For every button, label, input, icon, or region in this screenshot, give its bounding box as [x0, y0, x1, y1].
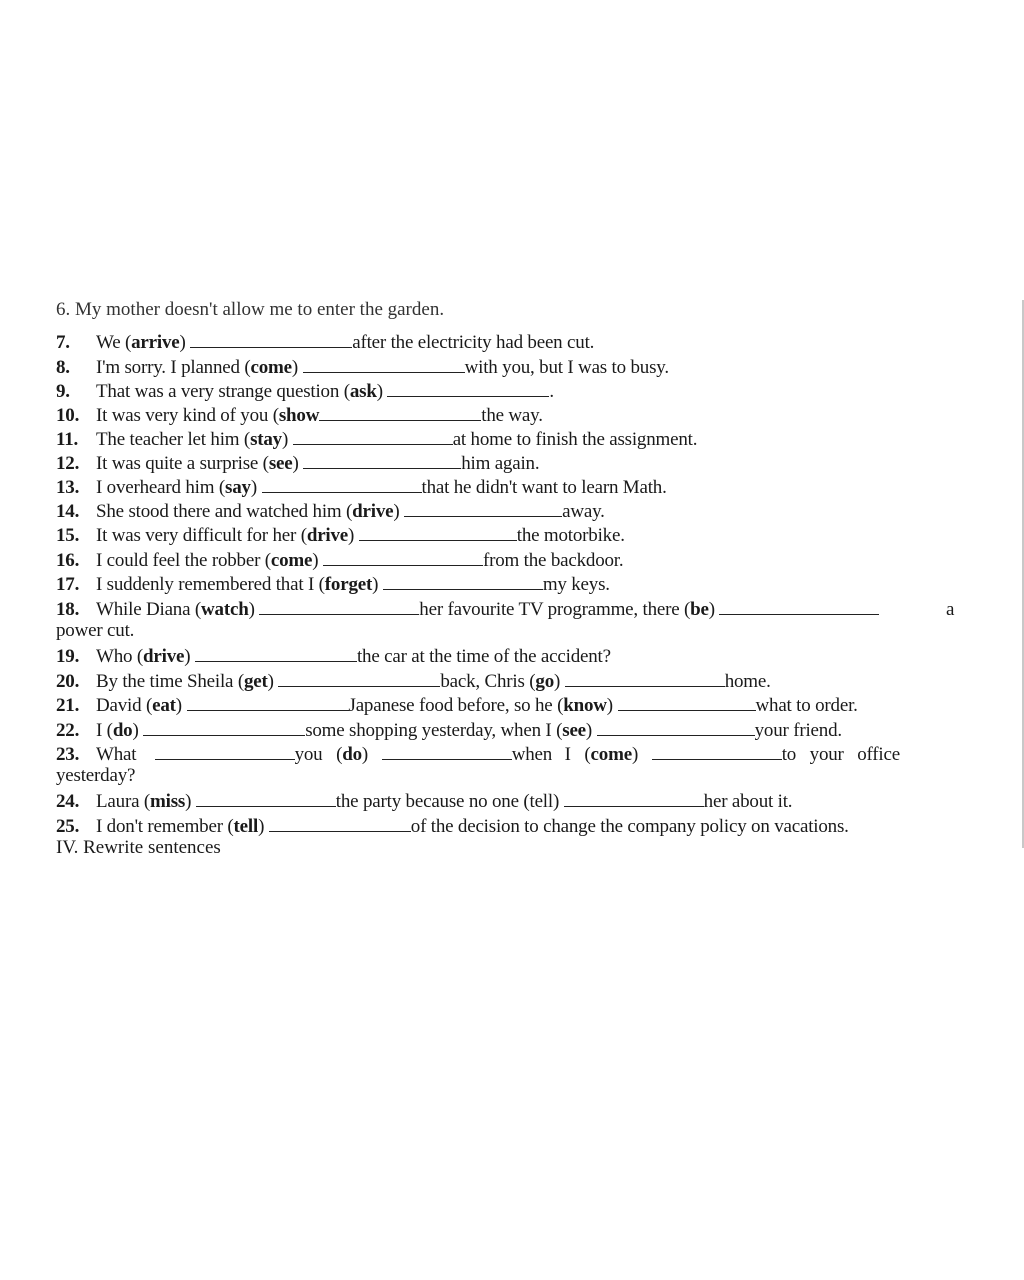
- item-number: 24.: [56, 791, 80, 812]
- item-text: ): [393, 501, 400, 522]
- exercise-item-18-continued: power cut.: [56, 620, 135, 641]
- item-text: of the decision to change the company policy on vacations.: [410, 816, 849, 837]
- item-text: It was very kind of you (: [96, 405, 279, 426]
- verb-prompt: drive: [306, 525, 349, 546]
- item-text: David (: [96, 695, 153, 716]
- item-text: ): [281, 429, 289, 450]
- item-number: 21.: [56, 695, 80, 716]
- item-text: ): [554, 671, 561, 692]
- item-number: 9.: [56, 381, 70, 402]
- item-text: ): [708, 599, 715, 620]
- answer-blank[interactable]: [564, 789, 704, 807]
- answer-blank[interactable]: [404, 499, 562, 517]
- verb-prompt: come: [250, 357, 292, 378]
- item-number: 12.: [56, 453, 80, 474]
- exercise-item-17: [56, 572, 610, 597]
- answer-blank[interactable]: [565, 669, 725, 687]
- answer-blank[interactable]: [652, 742, 782, 760]
- item-number: 22.: [56, 720, 80, 741]
- verb-prompt: do: [112, 720, 133, 741]
- cut-off-next-heading-text: IV. Rewrite sentences: [56, 837, 221, 858]
- verb-prompt: come: [590, 744, 632, 765]
- item-text: While Diana (: [96, 599, 202, 620]
- item-text: ): [292, 453, 299, 474]
- verb-prompt: do: [342, 744, 362, 765]
- item-text: ): [267, 671, 274, 692]
- verb-prompt: show: [278, 405, 320, 426]
- item-number: 25.: [56, 816, 80, 837]
- item-text: She stood there and watched him (: [96, 501, 353, 522]
- item-text: ): [184, 646, 191, 667]
- answer-blank[interactable]: [278, 669, 440, 687]
- item-number: 8.: [56, 357, 70, 378]
- item-text: I could feel the robber (: [96, 550, 271, 571]
- exercise-item-19: [56, 644, 611, 669]
- item-text: back, Chris (: [440, 671, 536, 692]
- verb-prompt: tell: [233, 816, 259, 837]
- item-text: your friend.: [754, 720, 842, 741]
- item-text: By the time Sheila (: [96, 671, 244, 692]
- item-text: It was very difficult for her (: [96, 525, 307, 546]
- exercise-item-15: [56, 523, 625, 548]
- item-text: her about it.: [703, 791, 793, 812]
- item-text: ): [312, 550, 319, 571]
- item-text: ): [185, 791, 192, 812]
- item-text: ): [585, 720, 593, 741]
- answer-blank[interactable]: [383, 572, 543, 590]
- cut-off-next-heading: [56, 837, 256, 858]
- answer-blank[interactable]: [719, 597, 879, 615]
- item-text: Who (: [96, 646, 144, 667]
- item-number: 17.: [56, 574, 80, 595]
- verb-prompt: be: [690, 599, 709, 620]
- answer-blank[interactable]: [143, 718, 305, 736]
- answer-blank[interactable]: [359, 523, 517, 541]
- verb-prompt: arrive: [131, 332, 180, 353]
- item-text: her favourite TV programme, there (: [419, 599, 691, 620]
- exercise-item-20: [56, 669, 771, 694]
- answer-blank[interactable]: [269, 814, 411, 832]
- item-text: with you, but I was to busy.: [464, 357, 669, 378]
- exercise-item-18: [56, 597, 879, 622]
- item-text: Japanese food before, so he (: [348, 695, 564, 716]
- item-text: home.: [724, 671, 771, 692]
- item-text: I suddenly remembered that I (: [96, 574, 325, 595]
- verb-prompt: know: [563, 695, 607, 716]
- item-text: .: [549, 381, 554, 402]
- answer-blank[interactable]: [303, 355, 465, 373]
- item-text: I overheard him (: [96, 477, 226, 498]
- exercise-item-25: [56, 814, 849, 839]
- answer-blank[interactable]: [319, 403, 481, 421]
- verb-prompt: watch: [201, 599, 249, 620]
- exercise-item-11: [56, 427, 697, 452]
- answer-blank[interactable]: [387, 379, 549, 397]
- exercise-item-12: [56, 451, 539, 476]
- item-text: what to order.: [755, 695, 858, 716]
- verb-prompt: come: [270, 550, 313, 571]
- item-text: the car at the time of the accident?: [356, 646, 611, 667]
- exercise-item-24: [56, 789, 792, 814]
- item-18-word-a: a: [946, 599, 955, 620]
- item-text: from the backdoor.: [483, 550, 624, 571]
- verb-prompt: go: [535, 671, 554, 692]
- answer-blank[interactable]: [382, 742, 512, 760]
- item-text: my keys.: [542, 574, 610, 595]
- exercise-item-8: [56, 355, 669, 380]
- item-text: that he didn't want to learn Math.: [421, 477, 667, 498]
- item-text: after the electricity had been cut.: [352, 332, 595, 353]
- item-number: 15.: [56, 525, 80, 546]
- item-text: ): [376, 381, 383, 402]
- item-text: ): [250, 477, 257, 498]
- item-text: I don't remember (: [96, 816, 234, 837]
- item-text: the way.: [481, 405, 543, 426]
- verb-prompt: stay: [250, 429, 282, 450]
- verb-prompt: see: [562, 720, 586, 741]
- exercise-item-7: [56, 330, 594, 355]
- item-number: 11.: [56, 429, 79, 450]
- exercise-item-22: [56, 718, 842, 743]
- verb-prompt: eat: [152, 695, 176, 716]
- item-text: some shopping yesterday, when I (: [305, 720, 563, 741]
- answer-blank[interactable]: [618, 693, 756, 711]
- item-text: him again.: [461, 453, 540, 474]
- item-text: away.: [562, 501, 605, 522]
- item-text: ): [372, 574, 379, 595]
- exercise-item-23-continued: yesterday?: [56, 765, 136, 786]
- item-text: I'm sorry. I planned (: [96, 357, 251, 378]
- exercise-item-10: [56, 403, 543, 428]
- answer-blank[interactable]: [262, 475, 422, 493]
- verb-prompt: ask: [349, 381, 377, 402]
- exercise-item-23: 23. What you (do) when I (come) to your office: [56, 744, 900, 765]
- answer-blank[interactable]: [597, 718, 755, 736]
- item-text: Laura (: [96, 791, 150, 812]
- cut-off-previous-line-text: 6. My mother doesn't allow me to enter the garden.: [56, 299, 445, 320]
- verb-prompt: see: [268, 453, 293, 474]
- answer-blank[interactable]: [190, 330, 352, 348]
- answer-blank[interactable]: [196, 789, 336, 807]
- exercise-item-9: [56, 379, 554, 404]
- item-text: The teacher let him (: [96, 429, 251, 450]
- answer-blank[interactable]: [259, 597, 419, 615]
- item-text: at home to finish the assignment.: [452, 429, 698, 450]
- item-number: 20.: [56, 671, 80, 692]
- item-number: 13.: [56, 477, 80, 498]
- verb-prompt: drive: [143, 646, 185, 667]
- item-number: 18.: [56, 599, 80, 620]
- item-text: ): [348, 525, 355, 546]
- item-text: ): [175, 695, 182, 716]
- item-text: That was a very strange question (: [96, 381, 350, 402]
- exercise-item-13: [56, 475, 667, 500]
- item-number: 7.: [56, 332, 70, 353]
- item-text: It was quite a surprise (: [96, 453, 269, 474]
- item-text: the motorbike.: [516, 525, 625, 546]
- item-text: you: [294, 744, 323, 765]
- answer-blank[interactable]: [303, 451, 461, 469]
- exercise-item-16: [56, 548, 623, 573]
- item-text: when I: [511, 744, 571, 765]
- exercise-item-14: [56, 499, 605, 524]
- answer-blank[interactable]: [155, 742, 295, 760]
- verb-prompt: get: [243, 671, 268, 692]
- item-number: 10.: [56, 405, 80, 426]
- item-text: I (: [96, 720, 113, 741]
- answer-blank[interactable]: [323, 548, 483, 566]
- verb-prompt: forget: [324, 574, 373, 595]
- item-text: the party because no one (tell): [335, 791, 560, 812]
- item-number: 16.: [56, 550, 80, 571]
- verb-prompt: drive: [352, 501, 394, 522]
- item-number: 23.: [56, 744, 80, 765]
- item-number: 14.: [56, 501, 80, 522]
- answer-blank[interactable]: [293, 427, 453, 445]
- item-text: What: [96, 744, 137, 765]
- answer-blank[interactable]: [187, 693, 349, 711]
- verb-prompt: miss: [149, 791, 186, 812]
- exercise-item-21: [56, 693, 858, 718]
- item-text: ): [132, 720, 139, 741]
- item-number: 19.: [56, 646, 80, 667]
- cut-off-previous-line: [56, 299, 516, 326]
- item-text: to your office: [781, 744, 900, 765]
- item-text: ): [606, 695, 613, 716]
- item-text: ): [179, 332, 186, 353]
- item-text: ): [291, 357, 299, 378]
- answer-blank[interactable]: [195, 644, 357, 662]
- item-text: ): [248, 599, 255, 620]
- item-text: We (: [96, 332, 132, 353]
- item-text: ): [258, 816, 265, 837]
- verb-prompt: say: [225, 477, 251, 498]
